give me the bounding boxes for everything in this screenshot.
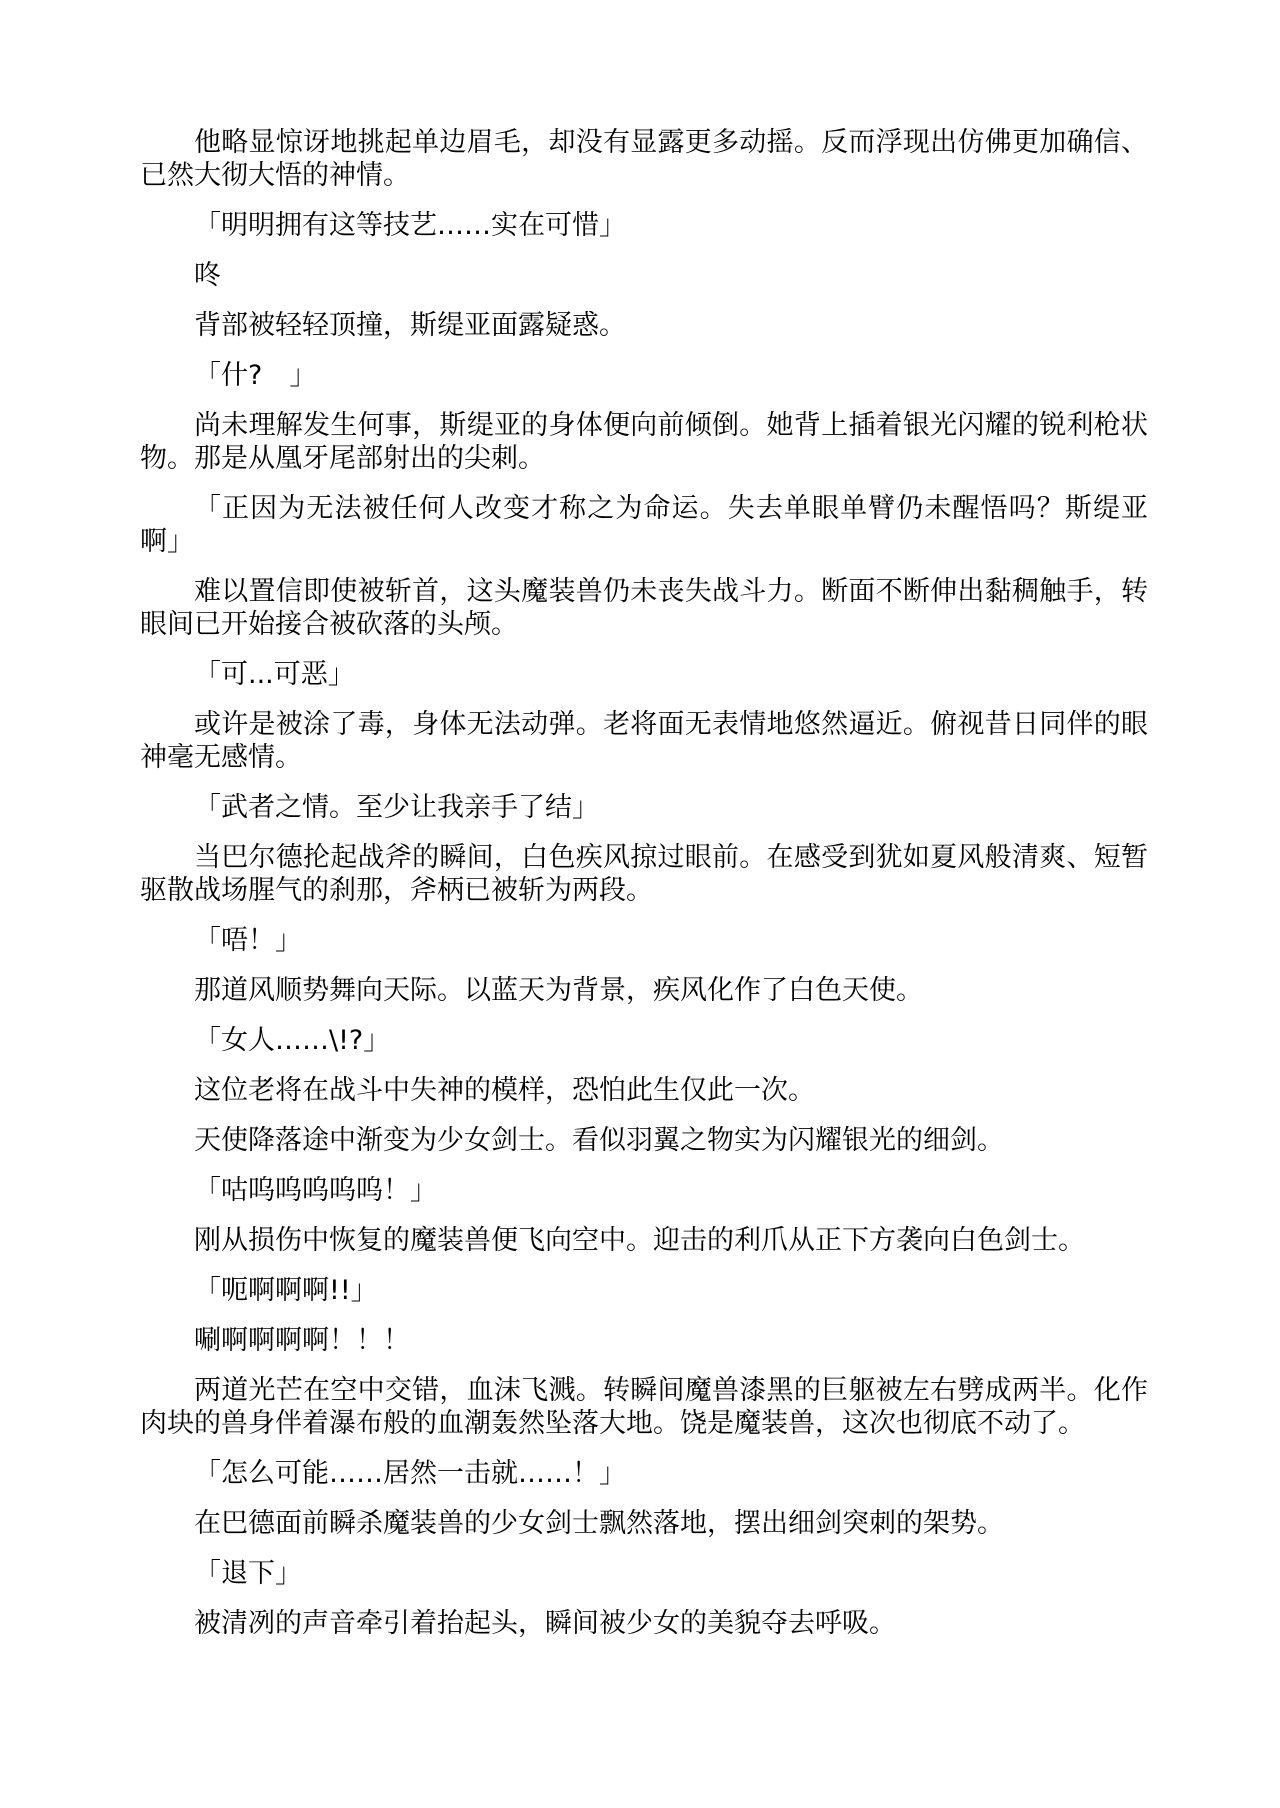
paragraph-18: 「咕呜呜呜呜呜！」 [194,1175,437,1206]
paragraph-26: 被清冽的声音牵引着抬起头，瞬间被少女的美貌夺去呼吸。 [194,1608,896,1639]
paragraph-3: 咚 [194,260,221,291]
paragraph-9: 「可...可恶」 [194,659,355,690]
paragraph-24: 在巴德面前瞬杀魔装兽的少女剑士飘然落地，摆出细剑突刺的架势。 [194,1508,1004,1539]
paragraph-8: 难以置信即使被斩首，这头魔装兽仍未丧失战斗力。断面不断伸出黏稠触手，转眼间已开始接合被砍落的头颅。 [140,576,1148,640]
paragraph-22: 两道光芒在空中交错，血沫飞溅。转瞬间魔兽漆黑的巨躯被左右劈成两半。化作肉块的兽身伴着瀑布般的血潮轰然坠落大地。饶是魔装兽，这次也彻底不动了。 [140,1375,1148,1439]
paragraph-14: 那道风顺势舞向天际。以蓝天为背景，疾风化作了白色天使。 [194,975,923,1006]
paragraph-6: 尚未理解发生何事，斯缇亚的身体便向前倾倒。她背上插着银光闪耀的锐利枪状物。那是从凰牙尾部射出的尖刺。 [140,410,1148,474]
paragraph-12: 当巴尔德抡起战斧的瞬间，白色疾风掠过眼前。在感受到犹如夏风般清爽、短暂驱散战场腥气的刹那，斧柄已被斩为两段。 [140,842,1148,906]
paragraph-2: 「明明拥有这等技艺……实在可惜」 [194,210,626,241]
paragraph-1: 他略显惊讶地挑起单边眉毛，却没有显露更多动摇。反而浮现出仿佛更加确信、已然大彻大悟的神情。 [140,127,1148,191]
paragraph-4: 背部被轻轻顶撞，斯缇亚面露疑惑。 [194,310,626,341]
paragraph-25: 「退下」 [194,1558,302,1589]
paragraph-20: 「呃啊啊啊!!」 [194,1275,378,1306]
paragraph-5: 「什? 」 [194,360,317,391]
paragraph-17: 天使降落途中渐变为少女剑士。看似羽翼之物实为闪耀银光的细剑。 [194,1125,1004,1156]
paragraph-11: 「武者之情。至少让我亲手了结」 [194,792,599,823]
paragraph-16: 这位老将在战斗中失神的模样，恐怕此生仅此一次。 [194,1075,815,1106]
paragraph-21: 唰啊啊啊啊！！！ [194,1325,410,1356]
paragraph-7: 「正因为无法被任何人改变才称之为命运。失去单眼单臂仍未醒悟吗？斯缇亚啊」 [140,493,1148,557]
paragraph-13: 「唔！」 [194,925,302,956]
paragraph-10: 或许是被涂了毒，身体无法动弹。老将面无表情地悠然逼近。俯视昔日同伴的眼神毫无感情。 [140,709,1148,773]
paragraph-23: 「怎么可能……居然一击就……！」 [194,1458,626,1489]
paragraph-15: 「女人……\!?」 [194,1025,391,1056]
paragraph-19: 刚从损伤中恢复的魔装兽便飞向空中。迎击的利爪从正下方袭向白色剑士。 [194,1225,1085,1256]
